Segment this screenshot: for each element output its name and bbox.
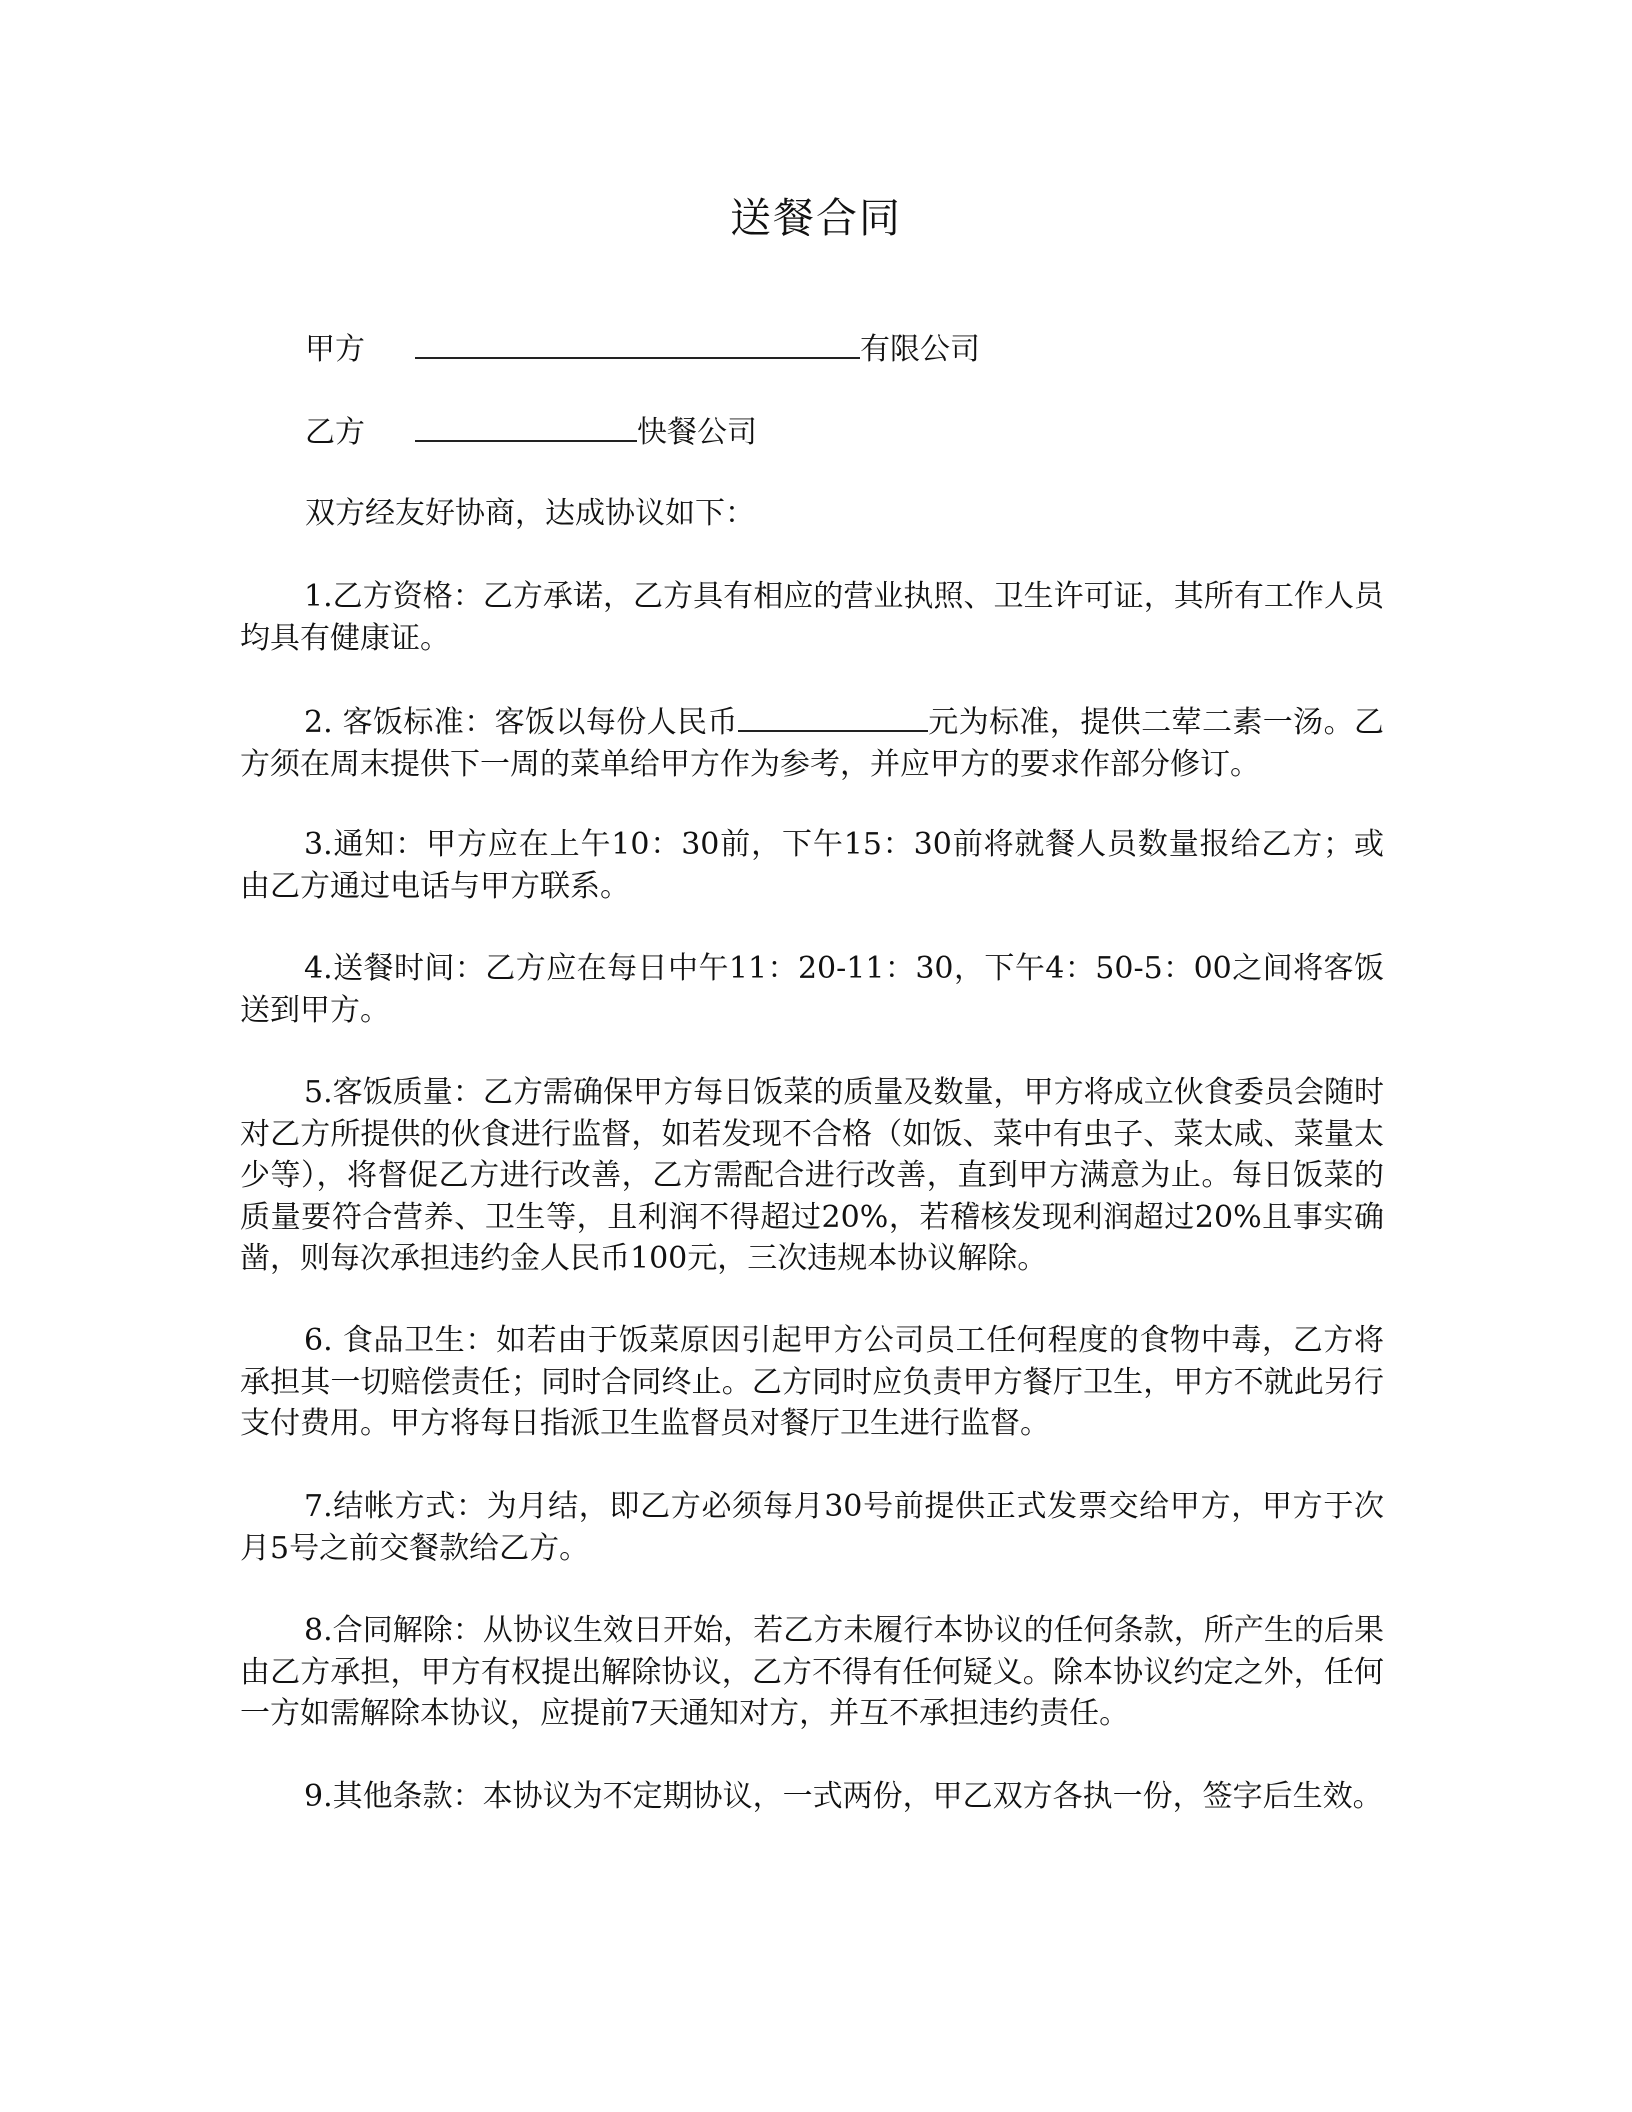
- party-b-label: 乙方: [305, 415, 365, 450]
- clause-qualification: 1.乙方资格：乙方承诺，乙方具有相应的营业执照、卫生许可证，其所有工作人员均具有健康证。: [240, 579, 1384, 656]
- document-title: 送餐合同: [730, 194, 902, 242]
- clause-other-terms: 9.其他条款：本协议为不定期协议，一式两份，甲乙双方各执一份，签字后生效。: [304, 1779, 1383, 1814]
- clause-meal-standard-text-a: 2. 客饭标准：客饭以每份人民币: [304, 705, 738, 740]
- party-a-suffix: 有限公司: [860, 332, 980, 367]
- clause-delivery-time: 4.送餐时间：乙方应在每日中午11：20-11：30，下午4：50-5：00之间将客饭送到甲方。: [240, 951, 1384, 1028]
- clause-meal-quality: 5.客饭质量：乙方需确保甲方每日饭菜的质量及数量，甲方将成立伙食委员会随时对乙方所提供的伙食进行监督，如若发现不合格（如饭、菜中有虫子、菜太咸、菜量太少等），将督促乙方进行改善，乙方需配合进行改善，直到甲方满意为止。每日饭菜的质量要符合营养、卫生等，且利润不得超过20%，若稽核发现利润超过20%且事实确凿，则每次承担违约金人民币100元，三次违规本协议解除。: [240, 1075, 1384, 1276]
- clause-notification: 3.通知：甲方应在上午10：30前，下午15：30前将就餐人员数量报给乙方；或由乙方通过电话与甲方联系。: [240, 827, 1384, 904]
- meal-price-blank[interactable]: [738, 700, 928, 732]
- party-a-label: 甲方: [305, 332, 365, 367]
- party-b-line: [305, 410, 757, 454]
- party-a-line: [305, 327, 980, 371]
- intro-text: 双方经友好协商，达成协议如下：: [305, 496, 755, 531]
- clause-settlement: 7.结帐方式：为月结，即乙方必须每月30号前提供正式发票交给甲方，甲方于次月5号之前交餐款给乙方。: [240, 1489, 1384, 1566]
- clause-meal-standard-text-b: 元为标准，提供二荤二素一汤。乙方须在周末提供下一周的菜单给甲方作为参考，并应甲方的要求作部分修订。: [240, 705, 1384, 782]
- party-b-name-blank[interactable]: [415, 410, 637, 442]
- clause-food-hygiene: 6. 食品卫生：如若由于饭菜原因引起甲方公司员工任何程度的食物中毒，乙方将承担其一切赔偿责任；同时合同终止。乙方同时应负责甲方餐厅卫生，甲方不就此另行支付费用。甲方将每日指派卫生监督员对餐厅卫生进行监督。: [240, 1323, 1384, 1441]
- party-a-name-blank[interactable]: [415, 327, 860, 359]
- clause-termination: 8.合同解除：从协议生效日开始，若乙方未履行本协议的任何条款，所产生的后果由乙方承担，甲方有权提出解除协议，乙方不得有任何疑义。除本协议约定之外，任何一方如需解除本协议，应提前7天通知对方，并互不承担违约责任。: [240, 1613, 1384, 1731]
- party-b-suffix: 快餐公司: [637, 415, 757, 450]
- clause-meal-standard: [240, 700, 1384, 785]
